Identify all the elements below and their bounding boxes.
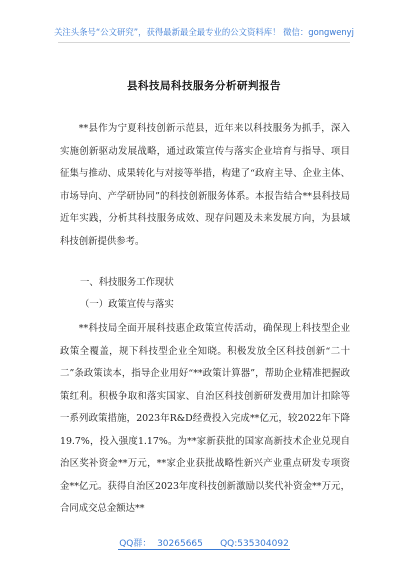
footer-qq: QQ:535304092 (220, 539, 289, 549)
body-paragraph: **科技局全面开展科技惠企政策宣传活动，确保现上科技型企业政策全覆盖，规下科技型企业全知晓。积极发放全区科技创新“二十二”条政策读本，指导企业用好“**政策计算器”，帮助企业精准把握政策红利。积极争取和落实国家、自治区科技创新研发费用加计扣除等一系列政策措施，2023年R&D经费投入完成**亿元，较2022年下降19.7%，投入强度1.17%。为**家新获批的国家高新技术企业兑现自治区奖补资金**万元，**家企业获批战略性新兴产业重点研发专项资金**亿元。获得自治区2023年度科技创新激励以奖代补资金**万元，合同成交总金额达** (60, 323, 350, 514)
footer-contact (0, 536, 408, 549)
intro-paragraph: **县作为宁夏科技创新示范县，近年来以科技服务为抓手，深入实施创新驱动发展战略，通过政策宣传与落实企业培育与指导、项目征集与推动、成果转化与对接等举措，构建了“政府主导、企业主体、市场导向、产学研协同”的科技创新服务体系。本报告结合**县科技局近年实践，分析其科技服务成效、现存问题及未来发展方向，为县域科技创新提供参考。 (60, 123, 350, 247)
header-divider (58, 42, 350, 43)
document-title: 县科技局科技服务分析研判报告 (127, 80, 281, 92)
section-heading: 一、科技服务工作现状 (80, 277, 174, 288)
subsection-heading: （一）政策宣传与落实 (80, 299, 174, 310)
footer-qq-group: QQ群： 30265665 (119, 539, 203, 549)
header-banner: 关注头条号“公文研究”，获得最新最全最专业的公文资料库！ 微信：gongwenyj (54, 27, 354, 37)
footer-underline (118, 549, 290, 550)
